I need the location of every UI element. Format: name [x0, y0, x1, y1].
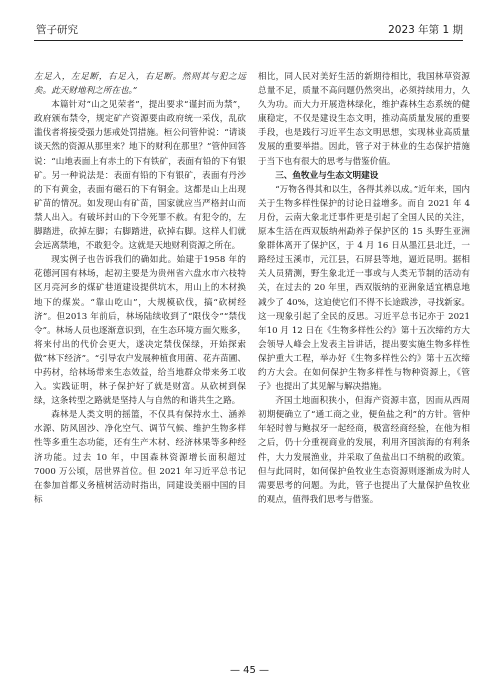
paragraph-forest-civilization: 森林是人类文明的摇篮，不仅具有保持水土、涵养水源、防风固沙、净化空气、调节气候、维护生物多样性等多重生态功能，还有生产木材、经济林果等多种经济功能。过去 10 年，中国森林资源增长面积超过 7000 万公顷，居世界首位。但 2021 年习近平总书记在参加首都义务植树活动时指出，同建设美丽中国的目标 — [34, 410, 246, 505]
quote-continuation: 左足入，左足断，右足入，右足断。然则其与犯之远矣。此天财地利之所在也。” — [34, 72, 246, 97]
left-column — [34, 70, 246, 507]
section-title: 三、鱼牧业与生态文明建设 — [275, 170, 379, 181]
right-column — [258, 70, 470, 507]
issue-label: 2023 年第 1 期 — [388, 24, 463, 36]
paragraph-forest-farm: 现实例子也告诉我们的确如此。始建于1958 年的花德河国有林场，起初主要是为贵州省六盘水市六枝特区月亮河乡的煤矿巷道建设提供坑木，用山上的木材换地下的煤炭。“靠山吃山”，大规模砍伐，搞“砍树经济”。但2013 年前后，林场陆续收到了“限伐令”“禁伐令”。林场人员也逐渐意识到，在生态环境方面欠账多，将来付出的代价会更大，遂决定禁伐保绿，开始探索做“林下经济”。“引导农户发展种植食用菌、花卉苗圃、中药材，给林场带来生态效益，给当地群众带来务工收入。实践证明，林子保护好了就是财富。从砍树到保绿，这条转型之路就是坚持人与自然的和谐共生之路。 — [34, 255, 246, 407]
paragraph-mountain-resources: 本篇针对“山之见荣者”，提出要求“谨封而为禁”，政府颁布禁令，规定矿产资源要由政府统一采伐，乱砍滥伐者将接受强力惩戒处罚措施。桓公问管仲说：“请谈谈天然的资源从那里来？地下的财利在那里？”管仲回答说：“山地表面上有赤土的下有铁矿，表面有铅的下有银矿。另一种说法是：表面有铅的下有银矿，表面有丹沙的下有黄金，表面有磁石的下有铜金。这都是山上出现矿苗的情况。如发现山有矿苗，国家就应当严格封山而禁人出入。有破坏封山的下令死罪不赦。有犯令的，左脚踏进，砍掉左脚；右脚踏进，砍掉右脚。这样人们就会远离禁地，不敢犯令。这就是天地财利资源之所在。 — [34, 100, 246, 252]
paragraph-biodiversity: “万物各得其和以生，各得其养以成。”近年来，国内关于生物多样性保护的讨论日益增多。而自 2021 年 4 月份，云南大象北迁事件更是引起了全国人民的关注，原本生活在西双版纳州勐养子保护区的 15 头野生亚洲象群体离开了保护区，于 4 月 16 日从墨江县北迁，一路经过玉溪市，元江县，石屏县等地，逼近昆明。据相关人员猜测，野生象北迁一事或与人类无节制的活动有关，在过去的 20 年里，西双版纳的亚洲象适宜栖息地减少了 40%，这迫使它们不得不长途跋涉，寻找新家。这一现象引起了全民的反思。习近平总书记亦于 2021 年10 月 12 日在《生物多样性公约》第十五次缔约方大会领导人峰会上发表主旨讲话，提出要实施生物多样性保护重大工程，举办好《生物多样性公约》第十五次缔约方大会。在如何保护生物多样性与物种资源上，《管子》也提出了其见解与解决措施。 — [258, 184, 470, 393]
journal-name: 管子研究 — [36, 24, 78, 36]
running-header — [34, 22, 463, 41]
page-number: — 45 — — [229, 665, 270, 676]
paragraph-fishery: 齐国土地面积狭小，但海产资源丰富，因而从西周初期便确立了“通工商之业，便鱼盐之利”的方针。管仲年轻时曾与鲍叔牙一起经商，极富经商经验，在他为相之后，仍十分重视商业的发展，利用齐国滨海的有利条件，大力发展渔业，并采取了鱼盐出口不纳税的政策。但与此同时，如何保护鱼牧业生态资源则逐渐成为时人需要思考的问题。为此，管子也提出了大量保护鱼牧业的观点，值得我们思考与借鉴。 — [258, 396, 470, 505]
paragraph-forestry-continuation: 相比，同人民对美好生活的新期待相比，我国林草资源总量不足，质量不高问题仍然突出，必须持续用力，久久为功。而大力开展造林绿化，维护森林生态系统的健康稳定，不仅是建设生态文明，推动高质量发展的重要手段，也是践行习近平生态文明思想，实现林业高质量发展的重要举措。因此，管子对于林业的生态保护措施于当下也有很大的思考与借鉴价值。 — [258, 72, 470, 167]
